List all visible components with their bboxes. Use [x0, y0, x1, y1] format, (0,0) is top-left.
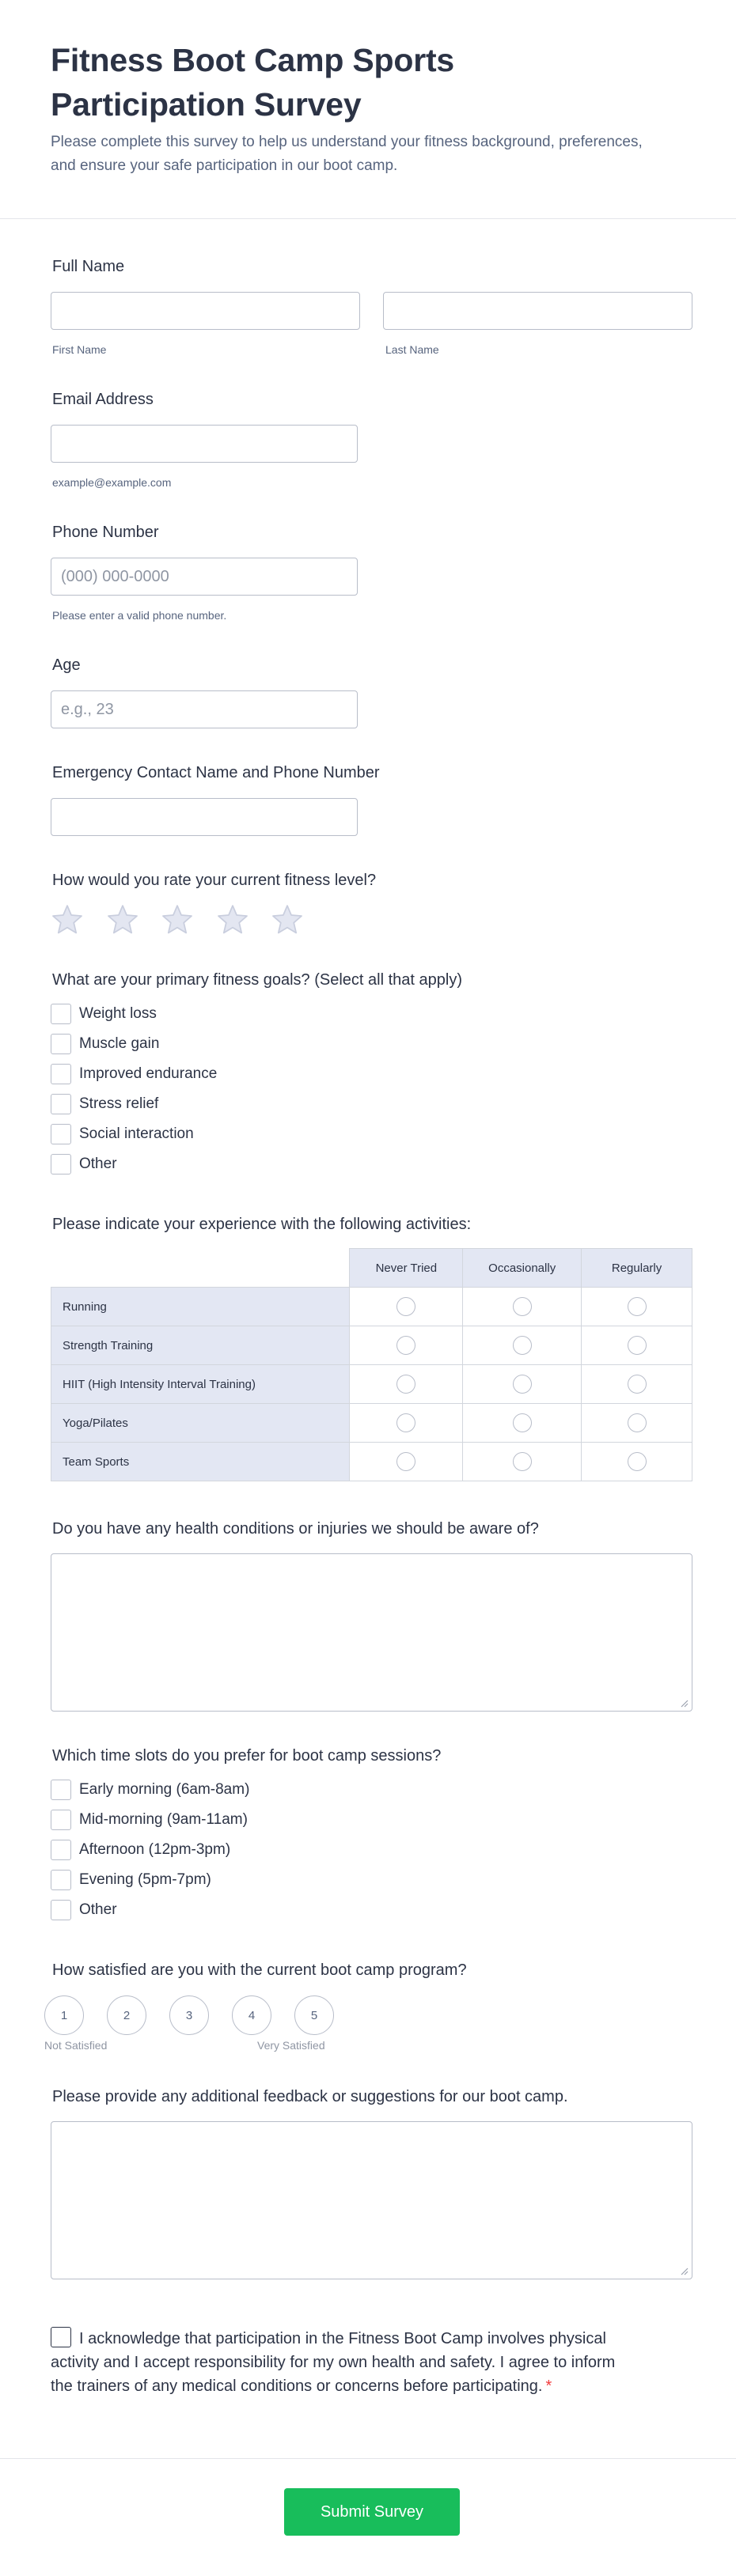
scale-option[interactable]: 1: [44, 1995, 84, 2035]
checkbox-label: Social interaction: [79, 1125, 194, 1142]
matrix-row: [51, 1443, 692, 1481]
checkbox[interactable]: [51, 1064, 71, 1084]
emergency-contact-input[interactable]: [51, 798, 358, 836]
feedback-label: Please provide any additional feedback or suggestions for our boot camp.: [52, 2088, 568, 2105]
checkbox[interactable]: [51, 1124, 71, 1144]
radio-button[interactable]: [628, 1297, 647, 1316]
matrix-cell: [350, 1365, 463, 1404]
checkbox[interactable]: [51, 1154, 71, 1175]
age-input[interactable]: [51, 690, 358, 728]
acknowledgement-checkbox[interactable]: [51, 2327, 71, 2347]
emergency-contact-label: Emergency Contact Name and Phone Number: [52, 764, 380, 781]
matrix-cell: [350, 1288, 463, 1326]
matrix-column-header: Regularly: [582, 1249, 692, 1288]
matrix-cell: [463, 1326, 582, 1365]
fitness-goals-list: [51, 999, 217, 1179]
experience-matrix: [51, 1248, 692, 1481]
matrix-row: [51, 1365, 692, 1404]
footer-divider: [0, 2458, 736, 2459]
fitness-rating-label: How would you rate your current fitness level?: [52, 872, 377, 889]
experience-label: Please indicate your experience with the following activities:: [52, 1216, 472, 1233]
fitness-goals-label: What are your primary fitness goals? (Select all that apply): [52, 971, 462, 989]
radio-button[interactable]: [396, 1375, 415, 1394]
radio-button[interactable]: [513, 1297, 532, 1316]
matrix-column-header: Never Tried: [350, 1249, 463, 1288]
goals-option[interactable]: [51, 1029, 217, 1059]
last-name-input[interactable]: [383, 292, 692, 330]
star-icon[interactable]: [271, 903, 304, 936]
health-label: Do you have any health conditions or injuries we should be aware of?: [52, 1520, 539, 1538]
matrix-cell: [582, 1443, 692, 1481]
scale-low-label: Not Satisfied: [44, 2039, 108, 2052]
checkbox-label: Weight loss: [79, 1005, 157, 1022]
feedback-textarea[interactable]: [51, 2121, 692, 2279]
checkbox-label: Evening (5pm-7pm): [79, 1871, 211, 1888]
checkbox[interactable]: [51, 1094, 71, 1114]
email-label: Email Address: [52, 391, 154, 408]
matrix-row-label: Running: [51, 1288, 350, 1326]
checkbox[interactable]: [51, 1870, 71, 1890]
checkbox[interactable]: [51, 1840, 71, 1860]
form-header: [51, 38, 652, 178]
matrix-cell: [463, 1443, 582, 1481]
checkbox[interactable]: [51, 1900, 71, 1920]
radio-button[interactable]: [628, 1336, 647, 1355]
first-name-input[interactable]: [51, 292, 360, 330]
star-icon[interactable]: [161, 903, 194, 936]
radio-button[interactable]: [396, 1413, 415, 1432]
star-icon[interactable]: [216, 903, 249, 936]
checkbox-label: Mid-morning (9am-11am): [79, 1811, 248, 1828]
matrix-row-label: Yoga/Pilates: [51, 1404, 350, 1443]
radio-button[interactable]: [396, 1297, 415, 1316]
checkbox-label: Other: [79, 1156, 117, 1172]
matrix-cell: [463, 1365, 582, 1404]
scale-option[interactable]: 4: [232, 1995, 271, 2035]
matrix-row-label: Strength Training: [51, 1326, 350, 1365]
star-icon[interactable]: [51, 903, 84, 936]
matrix-corner: [51, 1249, 350, 1288]
phone-label: Phone Number: [52, 524, 159, 541]
matrix-row: [51, 1326, 692, 1365]
scale-option[interactable]: 3: [169, 1995, 209, 2035]
radio-button[interactable]: [513, 1413, 532, 1432]
satisfaction-scale: [44, 1995, 357, 2035]
matrix-row-label: Team Sports: [51, 1443, 350, 1481]
matrix-cell: [350, 1404, 463, 1443]
goals-option[interactable]: [51, 999, 217, 1029]
age-label: Age: [52, 656, 81, 674]
radio-button[interactable]: [628, 1452, 647, 1471]
matrix-cell: [582, 1365, 692, 1404]
scale-option[interactable]: 2: [107, 1995, 146, 2035]
matrix-column-header: Occasionally: [463, 1249, 582, 1288]
matrix-row: [51, 1404, 692, 1443]
time-slots-label: Which time slots do you prefer for boot camp sessions?: [52, 1747, 442, 1765]
radio-button[interactable]: [396, 1452, 415, 1471]
full-name-label: Full Name: [52, 258, 125, 275]
page-subtitle: Please complete this survey to help us understand your fitness background, preferences, and ensure your safe participation in our boot camp.: [51, 134, 643, 174]
time-slots-list: [51, 1775, 249, 1925]
radio-button[interactable]: [513, 1336, 532, 1355]
page-title: Fitness Boot Camp Sports Participation Survey: [51, 42, 455, 123]
email-sublabel: example@example.com: [52, 476, 172, 489]
scale-high-label: Very Satisfied: [257, 2039, 325, 2052]
star-icon[interactable]: [106, 903, 139, 936]
acknowledgement-text: I acknowledge that participation in the Fitness Boot Camp involves physical activity and I accept responsibility for my own health and safety. I agree to inform the trainers of any medical conditions or concerns before participating.: [51, 2330, 616, 2395]
time-slots-option[interactable]: [51, 1865, 249, 1895]
radio-button[interactable]: [513, 1452, 532, 1471]
goals-option[interactable]: [51, 1149, 217, 1179]
checkbox[interactable]: [51, 1004, 71, 1024]
time-slots-option[interactable]: [51, 1835, 249, 1865]
matrix-cell: [350, 1443, 463, 1481]
goals-option[interactable]: [51, 1119, 217, 1149]
resize-grip-icon[interactable]: [679, 1698, 689, 1708]
checkbox-label: Muscle gain: [79, 1035, 160, 1052]
goals-option[interactable]: [51, 1059, 217, 1089]
time-slots-option[interactable]: [51, 1805, 249, 1835]
matrix-row-label: HIIT (High Intensity Interval Training): [51, 1365, 350, 1404]
time-slots-option[interactable]: [51, 1775, 249, 1805]
radio-button[interactable]: [628, 1413, 647, 1432]
header-divider: [0, 218, 736, 219]
first-name-sublabel: First Name: [52, 343, 107, 356]
checkbox[interactable]: [51, 1780, 71, 1800]
radio-button[interactable]: [513, 1375, 532, 1394]
checkbox-label: Improved endurance: [79, 1065, 218, 1082]
checkbox-label: Early morning (6am-8am): [79, 1781, 250, 1798]
phone-input[interactable]: [51, 558, 358, 596]
matrix-cell: [463, 1404, 582, 1443]
matrix-row: [51, 1288, 692, 1326]
satisfaction-label: How satisfied are you with the current boot camp program?: [52, 1961, 467, 1979]
checkbox-label: Afternoon (12pm-3pm): [79, 1841, 231, 1858]
required-mark: *: [545, 2377, 552, 2395]
phone-sublabel: Please enter a valid phone number.: [52, 609, 227, 622]
submit-button[interactable]: Submit Survey: [284, 2488, 460, 2536]
matrix-cell: [582, 1404, 692, 1443]
goals-option[interactable]: [51, 1089, 217, 1119]
email-input[interactable]: [51, 425, 358, 463]
checkbox[interactable]: [51, 1034, 71, 1054]
matrix-cell: [582, 1288, 692, 1326]
radio-button[interactable]: [628, 1375, 647, 1394]
resize-grip-icon[interactable]: [679, 2266, 689, 2275]
acknowledgement: [51, 2327, 620, 2398]
time-slots-option[interactable]: [51, 1895, 249, 1925]
radio-button[interactable]: [396, 1336, 415, 1355]
checkbox-label: Other: [79, 1901, 117, 1918]
matrix-cell: [582, 1326, 692, 1365]
scale-option[interactable]: 5: [294, 1995, 334, 2035]
matrix-cell: [350, 1326, 463, 1365]
checkbox-label: Stress relief: [79, 1095, 159, 1112]
star-rating: [51, 903, 326, 936]
health-textarea[interactable]: [51, 1553, 692, 1712]
last-name-sublabel: Last Name: [385, 343, 439, 356]
matrix-cell: [463, 1288, 582, 1326]
checkbox[interactable]: [51, 1810, 71, 1830]
